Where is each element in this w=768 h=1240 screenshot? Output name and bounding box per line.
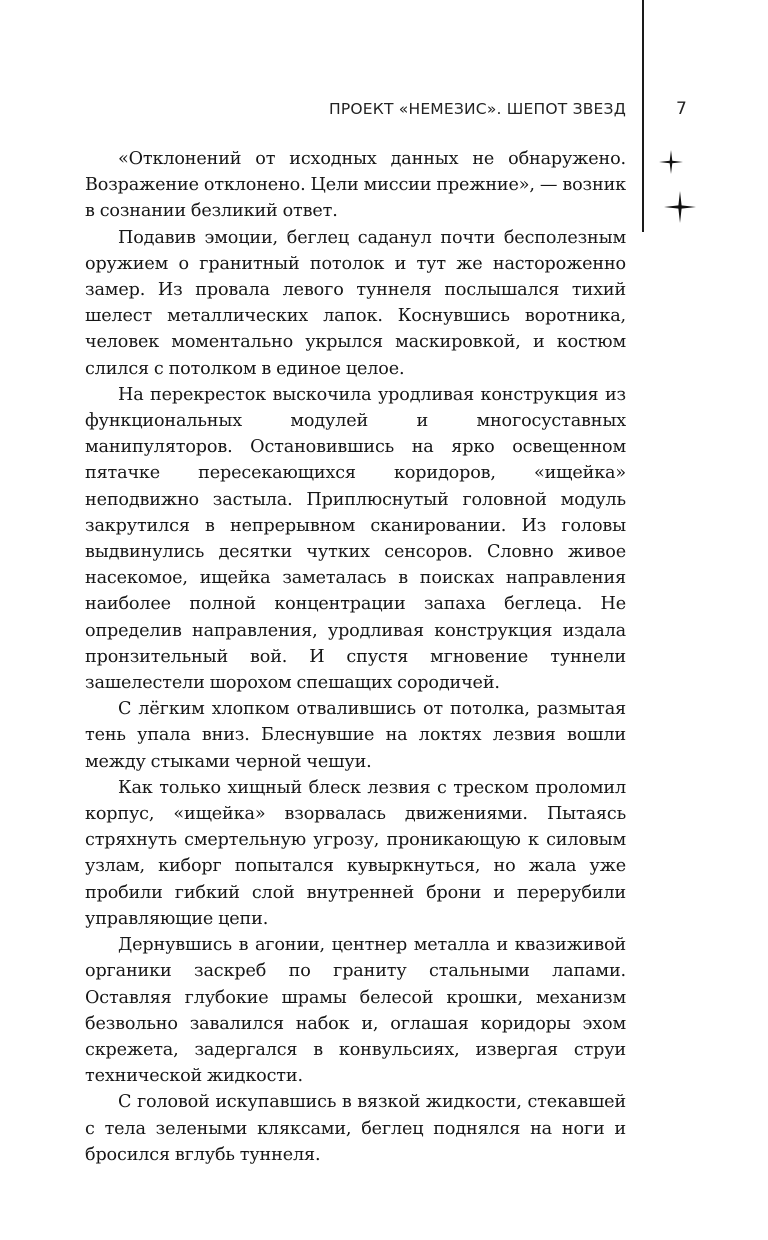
- page-number: 7: [676, 99, 687, 119]
- paragraph: На перекресток выскочила уродливая конструкция из функциональных модулей и многосуставных манипуляторов. Остановившись на ярко освещенном пятачке пересекающихся коридоров, «ищейка» неподвижно застыла. Приплюснутый головной модуль закрутился в непрерывном сканировании. Из головы выдвинулись десятки чутких сенсоров. Словно живое насекомое, ищейка заметалась в поисках направления наиболее полной концентрации запаха беглеца. Не определив направления, уродливая конструкция издала пронзительный вой. И спустя мгновение туннели зашелестели шорохом спешащих сородичей.: [85, 384, 626, 694]
- four-point-star-icon: [659, 150, 683, 174]
- header-divider-line: [642, 0, 644, 232]
- paragraph: С лёгким хлопком отвалившись от потолка, размытая тень упала вниз. Блеснувшие на локтях лезвия вошли между стыками черной чешуи.: [85, 699, 626, 772]
- four-point-star-icon: [664, 191, 696, 223]
- running-header-title: ПРОЕКТ «НЕМЕЗИС». ШЕПОТ ЗВЕЗД: [328, 100, 626, 118]
- paragraph: Как только хищный блеск лезвия с треском проломил корпус, «ищейка» взорвалась движениями. Пытаясь стряхнуть смертельную угрозу, проникающую к силовым узлам, киборг попытался кувыркнуться, но жала уже пробили гибкий слой внутренней брони и перерубили управляющие цепи.: [85, 777, 626, 929]
- body-text: [85, 146, 626, 1168]
- paragraph: С головой искупавшись в вязкой жидкости, стекавшей с тела зелеными кляксами, беглец поднялся на ноги и бросился вглубь туннеля.: [85, 1092, 626, 1165]
- paragraph: Подавив эмоции, беглец саданул почти бесполезным оружием о гранитный потолок и тут же настороженно замер. Из провала левого туннеля послышался тихий шелест металлических лапок. Коснувшись воротника, человек моментально укрылся маскировкой, и костюм слился с потолком в единое целое.: [85, 227, 626, 379]
- paragraph: «Отклонений от исходных данных не обнаружено. Возражение отклонено. Цели миссии прежние», — возник в сознании безликий ответ.: [85, 149, 626, 222]
- paragraph: Дернувшись в агонии, центнер металла и квазиживой органики заскреб по граниту стальными лапами. Оставляя глубокие шрамы белесой крошки, механизм безвольно завалился набок и, оглашая коридоры эхом скрежета, задергался в конвульсиях, извергая струи технической жидкости.: [85, 935, 626, 1087]
